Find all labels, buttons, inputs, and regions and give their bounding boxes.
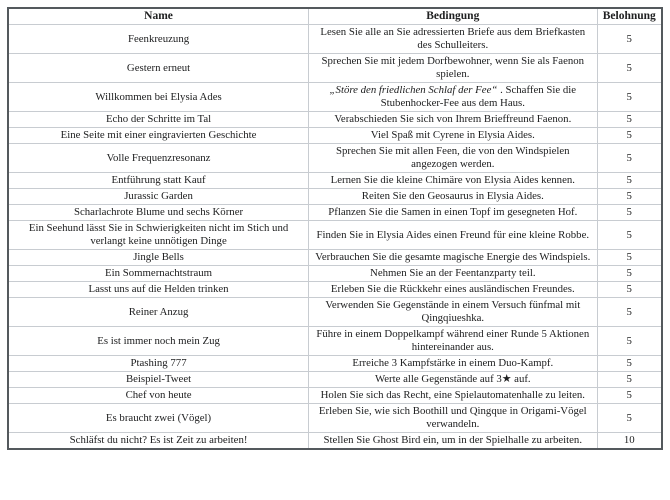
table-row — [8, 266, 662, 282]
header-row — [8, 8, 662, 25]
table-row — [8, 54, 662, 83]
quest-name-cell: Ein Seehund lässt Sie in Schwierigkeiten nicht im Stich und verlangt keine unnötigen Dinge — [8, 221, 309, 250]
quest-reward-cell: 5 — [597, 189, 662, 205]
table-row — [8, 250, 662, 266]
quest-reward-cell: 5 — [597, 25, 662, 54]
table-row — [8, 112, 662, 128]
quest-condition-cell: Verbrauchen Sie die gesamte magische Energie des Windspiels. — [309, 250, 597, 266]
quest-reward-cell: 5 — [597, 83, 662, 112]
table-row — [8, 83, 662, 112]
quest-name-cell: Jurassic Garden — [8, 189, 309, 205]
quest-name-cell: Ein Sommernachtstraum — [8, 266, 309, 282]
quest-name-cell: Scharlachrote Blume und sechs Körner — [8, 205, 309, 221]
quest-condition-cell: Pflanzen Sie die Samen in einen Topf im gesegneten Hof. — [309, 205, 597, 221]
table-row — [8, 144, 662, 173]
quest-condition-cell: Nehmen Sie an der Feentanzparty teil. — [309, 266, 597, 282]
quest-condition-text: . Schaffen Sie die Stubenhocker-Fee aus dem Haus. — [380, 84, 577, 109]
table-row — [8, 388, 662, 404]
table-row — [8, 282, 662, 298]
quest-reward-cell: 5 — [597, 388, 662, 404]
quest-reward-cell: 5 — [597, 173, 662, 189]
table-row — [8, 404, 662, 433]
quest-condition-cell: Holen Sie sich das Recht, eine Spielautomatenhalle zu leiten. — [309, 388, 597, 404]
quest-reward-cell: 5 — [597, 205, 662, 221]
quest-reward-cell: 5 — [597, 282, 662, 298]
quest-name-cell: Schläfst du nicht? Es ist Zeit zu arbeiten! — [8, 433, 309, 450]
table-row — [8, 205, 662, 221]
quest-condition-cell: Lesen Sie alle an Sie adressierten Briefe aus dem Briefkasten des Schulleiters. — [309, 25, 597, 54]
table-row — [8, 128, 662, 144]
quest-condition-cell — [309, 83, 597, 112]
quest-name-cell: Lasst uns auf die Helden trinken — [8, 282, 309, 298]
quest-name-cell: Es braucht zwei (Vögel) — [8, 404, 309, 433]
quest-name-cell: Reiner Anzug — [8, 298, 309, 327]
quest-condition-cell: Lernen Sie die kleine Chimäre von Elysia Aides kennen. — [309, 173, 597, 189]
quest-reward-cell: 5 — [597, 54, 662, 83]
quest-name-cell: Gestern erneut — [8, 54, 309, 83]
table-row — [8, 433, 662, 450]
table-row — [8, 298, 662, 327]
quest-name-cell: Ptashing 777 — [8, 356, 309, 372]
table-row — [8, 173, 662, 189]
quest-reward-cell: 5 — [597, 356, 662, 372]
table-row — [8, 189, 662, 205]
quest-reward-cell: 5 — [597, 327, 662, 356]
column-header-name: Name — [8, 8, 309, 25]
quest-condition-cell: Führe in einem Doppelkampf während einer Runde 5 Aktionen hintereinander aus. — [309, 327, 597, 356]
quest-condition-cell: Werte alle Gegenstände auf 3★ auf. — [309, 372, 597, 388]
quest-name-cell: Chef von heute — [8, 388, 309, 404]
quest-condition-cell: Viel Spaß mit Cyrene in Elysia Aides. — [309, 128, 597, 144]
quest-condition-cell: Sprechen Sie mit jedem Dorfbewohner, wenn Sie als Faenon spielen. — [309, 54, 597, 83]
quest-reward-cell: 5 — [597, 266, 662, 282]
quest-name-cell: Es ist immer noch mein Zug — [8, 327, 309, 356]
quest-condition-cell: Stellen Sie Ghost Bird ein, um in der Spielhalle zu arbeiten. — [309, 433, 597, 450]
quest-reward-cell: 5 — [597, 298, 662, 327]
column-header-belohnung: Belohnung — [597, 8, 662, 25]
table-row — [8, 25, 662, 54]
quest-reward-cell: 5 — [597, 112, 662, 128]
quest-name-cell: Jingle Bells — [8, 250, 309, 266]
quest-reward-cell: 5 — [597, 250, 662, 266]
quest-table-body — [8, 25, 662, 450]
table-row — [8, 372, 662, 388]
quest-name-cell: Beispiel-Tweet — [8, 372, 309, 388]
quest-name-cell: Echo der Schritte im Tal — [8, 112, 309, 128]
quest-condition-cell: Sprechen Sie mit allen Feen, die von den Windspielen angezogen werden. — [309, 144, 597, 173]
quest-condition-cell: Verabschieden Sie sich von Ihrem Brieffreund Faenon. — [309, 112, 597, 128]
quest-name-cell: Entführung statt Kauf — [8, 173, 309, 189]
table-row — [8, 327, 662, 356]
quest-condition-cell: Erleben Sie die Rückkehr eines ausländischen Freundes. — [309, 282, 597, 298]
column-header-bedingung: Bedingung — [309, 8, 597, 25]
quest-reward-cell: 5 — [597, 372, 662, 388]
quest-condition-cell: Erreiche 3 Kampfstärke in einem Duo-Kampf. — [309, 356, 597, 372]
quest-condition-cell: Erleben Sie, wie sich Boothill und Qingque in Origami-Vögel verwandeln. — [309, 404, 597, 433]
quest-condition-cell: Reiten Sie den Geosaurus in Elysia Aides. — [309, 189, 597, 205]
quest-reward-cell: 5 — [597, 221, 662, 250]
quest-condition-cell: Finden Sie in Elysia Aides einen Freund für eine kleine Robbe. — [309, 221, 597, 250]
table-row — [8, 356, 662, 372]
quest-reward-cell: 10 — [597, 433, 662, 450]
quest-reward-cell: 5 — [597, 144, 662, 173]
quest-table — [7, 7, 663, 450]
quest-name-cell: Eine Seite mit einer eingravierten Geschichte — [8, 128, 309, 144]
quest-condition-cell: Verwenden Sie Gegenstände in einem Versuch fünfmal mit Qingqiueshka. — [309, 298, 597, 327]
table-row — [8, 221, 662, 250]
quest-reward-cell: 5 — [597, 128, 662, 144]
quest-name-cell: Volle Frequenzresonanz — [8, 144, 309, 173]
quest-name-cell: Willkommen bei Elysia Ades — [8, 83, 309, 112]
quest-reward-cell: 5 — [597, 404, 662, 433]
quest-condition-quote: „Störe den friedlichen Schlaf der Fee“ — [329, 84, 498, 96]
quest-name-cell: Feenkreuzung — [8, 25, 309, 54]
